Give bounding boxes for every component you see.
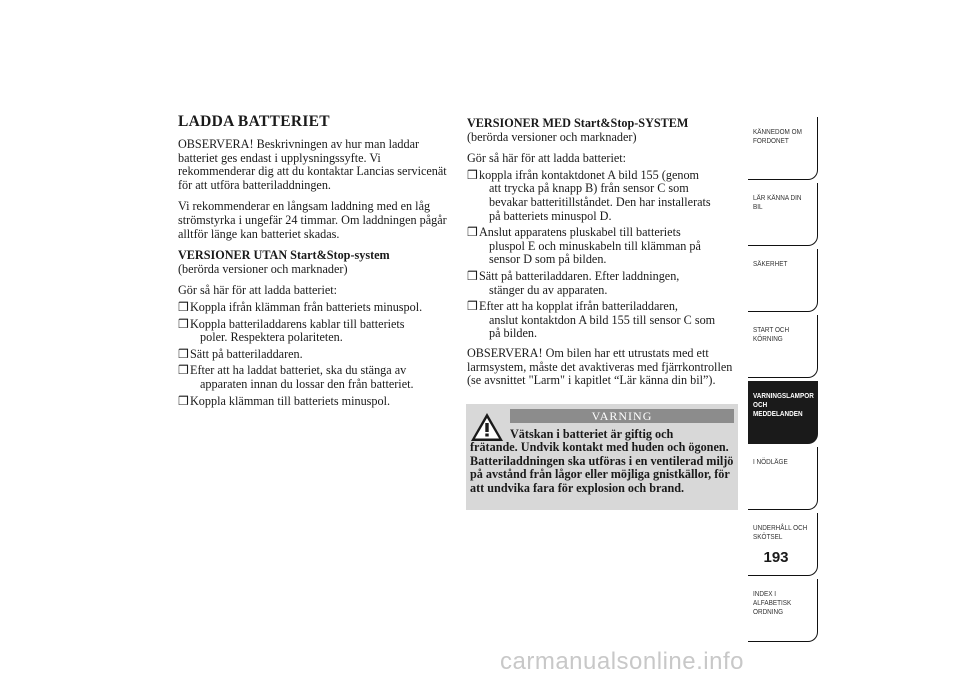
list-item-line: Koppla batteriladdarens kablar till batteriets	[190, 316, 405, 331]
section-title: LADDA BATTERIET	[178, 113, 330, 130]
list-item	[467, 300, 739, 341]
checkbox-bullet-icon: ❒	[467, 225, 478, 240]
checkbox-bullet-icon: ❒	[178, 316, 189, 331]
list-item	[467, 270, 739, 297]
list-item	[178, 318, 460, 345]
checkbox-bullet-icon: ❒	[467, 167, 478, 182]
list-item-line: sensor D som på bilden.	[489, 252, 607, 267]
watermark: carmanualsonline.info	[500, 648, 744, 675]
checkbox-bullet-icon: ❒	[467, 299, 478, 314]
page-number: 193	[763, 549, 789, 566]
list-item-line: Koppla ifrån klämman från batteriets minuspol.	[190, 299, 423, 314]
chapter-tab[interactable]	[748, 513, 818, 576]
checkbox-bullet-icon: ❒	[467, 268, 478, 283]
chapter-tab[interactable]	[748, 249, 818, 312]
list-item-line: pluspol E och minuskabeln till klämman på	[489, 238, 701, 253]
list-item-line: bevakar batteritillståndet. Den har installerats	[489, 194, 711, 209]
list-item-line: Anslut apparatens pluskabel till batteriets	[479, 225, 681, 240]
checkbox-bullet-icon: ❒	[178, 299, 189, 314]
chapter-tab-label: LÄR KÄNNA DIN BIL	[753, 193, 802, 211]
checkbox-bullet-icon: ❒	[178, 346, 189, 361]
warning-box	[466, 404, 738, 510]
list-item-line: att trycka på knapp B) från sensor C som	[489, 181, 689, 196]
chapter-tab[interactable]	[748, 183, 818, 246]
warning-text	[470, 428, 734, 495]
warning-text-body: frätande. Undvik kontakt med huden och ögonen. Batteriladdningen ska utföras i en ventilerad miljö på avstånd från lågor eller möjliga gnistkällor, för att undvika fara för explosion och brand.	[470, 440, 734, 495]
chapter-tab-label: START OCH KÖRNING	[753, 325, 790, 343]
list-item-line: Sätt på batteriladdaren.	[190, 346, 303, 361]
chapter-tab-label: UNDERHÅLL OCH SKÖTSEL	[753, 523, 808, 541]
instruction-list	[467, 169, 739, 341]
warning-text-first-line: Vätskan i batteriet är giftig och	[510, 427, 674, 441]
chapter-tab-label: VARNINGSLAMPOR OCH MEDDELANDEN	[753, 391, 814, 418]
subsection-heading: VERSIONER UTAN Start&Stop-system	[178, 248, 390, 263]
list-item-line: Koppla klämman till batteriets minuspol.	[190, 393, 391, 408]
list-item-line: koppla ifrån kontaktdonet A bild 155 (genom	[479, 167, 700, 182]
instruction-list	[178, 301, 460, 408]
chapter-tab[interactable]	[748, 447, 818, 510]
chapter-tab-label: KÄNNEDOM OM FORDONET	[753, 127, 802, 145]
chapter-tab-label: INDEX I ALFABETISK ORDNING	[753, 589, 792, 616]
instructions-intro: Gör så här för att ladda batteriet:	[467, 151, 627, 166]
list-item-line: stänger du av apparaten.	[489, 282, 608, 297]
instructions-intro: Gör så här för att ladda batteriet:	[178, 283, 338, 298]
chapter-tab-label: I NÖDLÄGE	[753, 457, 788, 466]
checkbox-bullet-icon: ❒	[178, 363, 189, 378]
list-item-line: Efter att ha kopplat ifrån batteriladdaren,	[479, 299, 678, 314]
list-item-line: på bilden.	[489, 326, 538, 341]
list-item-line: Sätt på batteriladdaren. Efter laddningen,	[479, 268, 680, 283]
list-item-line: poler. Respektera polariteten.	[200, 330, 343, 345]
list-item-line: apparaten innan du lossar den från batteriet.	[200, 376, 414, 391]
subsection-note: (berörda versioner och marknader)	[178, 261, 348, 276]
subsection-note: (berörda versioner och marknader)	[467, 129, 637, 144]
right-column	[467, 117, 739, 396]
notice-paragraph: OBSERVERA! Beskrivningen av hur man laddar batteriet ges endast i upplysningssyfte. Vi rekommenderar dig att du kontaktar Lancias servicenät för att utföra batteriladdningen.	[178, 137, 447, 192]
list-item	[467, 169, 739, 223]
subsection-heading: VERSIONER MED Start&Stop-SYSTEM	[467, 116, 689, 130]
chapter-tab[interactable]	[748, 315, 818, 378]
list-item-line: på batteriets minuspol D.	[489, 208, 612, 223]
list-item-line: anslut kontaktdon A bild 155 till sensor C som	[489, 312, 716, 327]
list-item	[467, 226, 739, 267]
checkbox-bullet-icon: ❒	[178, 393, 189, 408]
alarm-note: OBSERVERA! Om bilen har ett utrustats med ett larmsystem, måste det avaktiveras med fjärrkontrollen (se avsnittet "Larm" i kapitlet “Lär känna din bil”).	[467, 345, 733, 388]
recommendation-paragraph: Vi rekommenderar en långsam laddning med en låg strömstyrka i ungefär 24 timmar. Om laddningen pågår alltför länge kan batteriet skadas.	[178, 199, 447, 241]
warning-label: VARNING	[510, 409, 734, 423]
list-item	[178, 301, 460, 315]
list-item-line: Efter att ha laddat batteriet, ska du stänga av	[190, 363, 407, 378]
chapter-tab[interactable]	[748, 579, 818, 642]
list-item	[178, 395, 460, 409]
chapter-tab[interactable]	[748, 381, 818, 444]
chapter-tab[interactable]	[748, 117, 818, 180]
list-item	[178, 348, 460, 362]
chapter-tab-label: SÄKERHET	[753, 259, 788, 268]
left-column	[178, 113, 460, 411]
list-item	[178, 364, 460, 391]
